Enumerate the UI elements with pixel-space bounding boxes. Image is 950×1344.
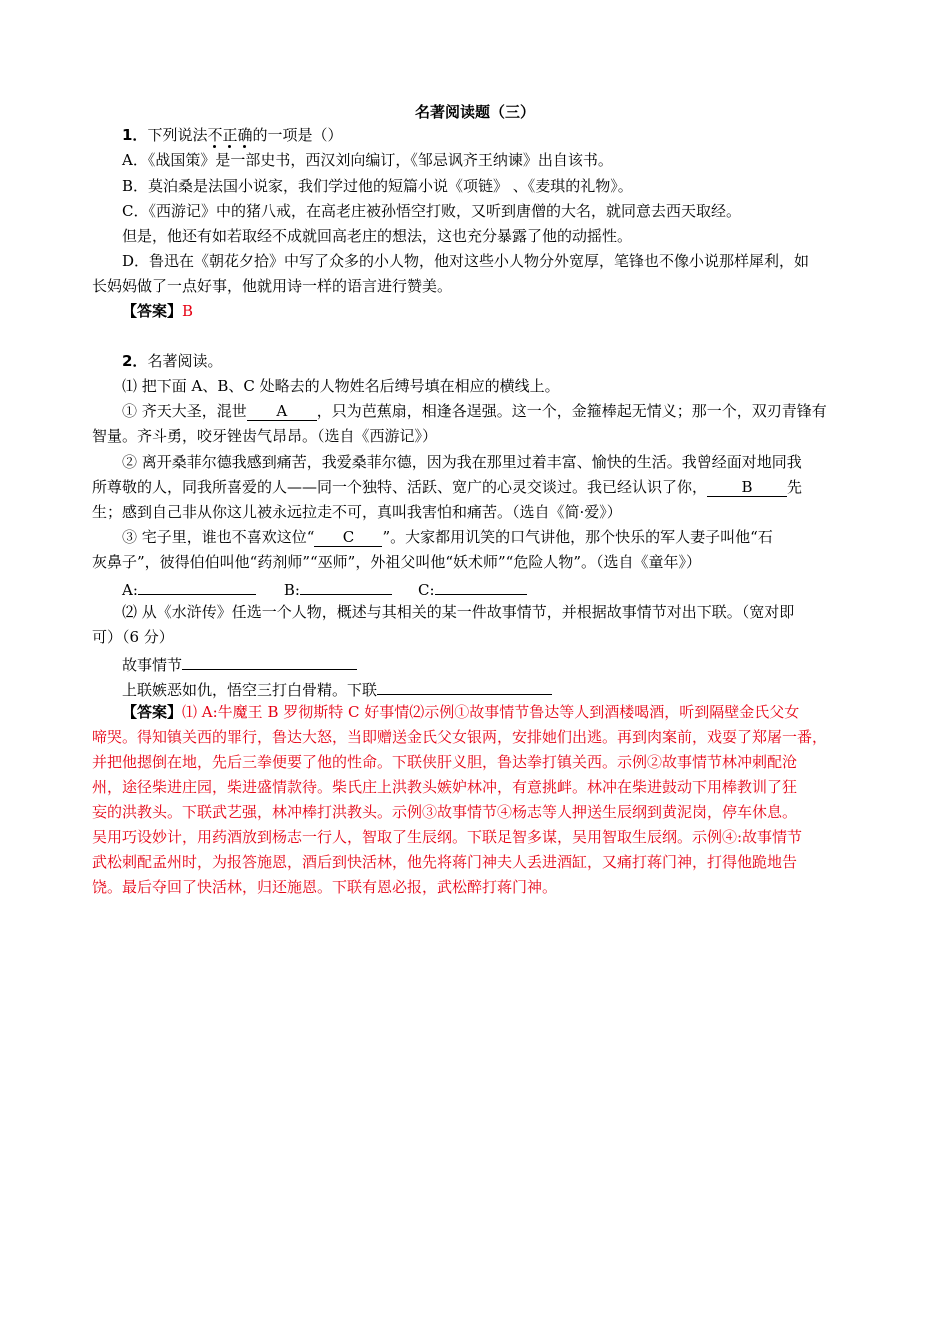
q1-answer <box>122 300 193 322</box>
answer-line: 州，途径柴进庄园，柴进盛情款待。柴氏庄上洪教头嫉妒林冲，有意挑衅。林冲在柴进鼓动下用棒教训了狂 <box>92 778 798 796</box>
q2-item2: ② 离开桑菲尔德我感到痛苦，我爱桑菲尔德，因为我在那里过着丰富、愉快的生活。我曾经面对地同我 <box>122 453 802 471</box>
q2-answer-blanks: A: B: C: <box>122 576 527 601</box>
answer-label: 【答案】 <box>122 703 183 721</box>
answer-line: 吴用巧设妙计，用药酒放到杨志一行人，智取了生辰纲。下联足智多谋，吴用智取生辰纲。示例④:故事情节 <box>92 828 803 846</box>
story-blank[interactable] <box>182 651 357 670</box>
blank-b: B <box>707 478 787 497</box>
blank-c: C <box>314 528 382 547</box>
q2-part2-cont: 可）（6 分） <box>92 628 174 646</box>
q2-part2-instruction: ⑵ 从《水浒传》任选一个人物，概述与其相关的某一件故事情节，并根据故事情节对出下联。（宽对即 <box>122 603 795 621</box>
q1-stem: 1．下列说法不正确的一项是（） <box>122 126 343 144</box>
emphasis-dot: 正 <box>222 126 238 144</box>
q2-item1: ① 齐天大圣，混世 A ，只为芭蕉扇，相逢各逞强。这一个，金箍棒起无情义；那一个，双刃青锋有 <box>122 402 827 420</box>
q1-option-d: D．鲁迅在《朝花夕拾》中写了众多的小人物，他对这些小人物分外宽厚，笔锋也不像小说那样犀利，如 <box>122 252 810 270</box>
emphasis-dot: 不 <box>207 126 223 144</box>
q1-option-c: C．《西游记》中的猪八戒，在高老庄被孙悟空打败，又听到唐僧的大名，就同意去西天取经。 <box>122 202 741 220</box>
q2-answer <box>122 701 799 723</box>
blank-a: A <box>247 402 317 421</box>
q2-item1-cont: 智量。齐斗勇，咬牙锉齿气昂昂。（选自《西游记》） <box>92 427 438 445</box>
couplet-blank[interactable] <box>377 676 552 695</box>
answer-line: ⑴ A:牛魔王 B 罗彻斯特 C 好事情⑵示例①故事情节鲁达等人到酒楼喝酒，听到隔壁金氏父女 <box>182 703 800 721</box>
q2-item3: ③ 宅子里，谁也不喜欢这位“ C ”。大家都用讥笑的口气讲他，那个快乐的军人妻子叫他“石 <box>122 528 773 546</box>
answer-blank-c[interactable] <box>435 576 527 595</box>
q2-item2-cont2: 生；感到自己非从你这儿被永远拉走不可，真叫我害怕和痛苦。（选自《简·爱》） <box>92 503 622 521</box>
q1-option-b: B．莫泊桑是法国小说家，我们学过他的短篇小说《项链》 、《麦琪的礼物》。 <box>122 177 633 195</box>
answer-text: B <box>182 302 194 320</box>
q1-number: 1． <box>122 126 148 144</box>
answer-blank-a[interactable] <box>138 576 256 595</box>
q2-story-line: 故事情节 <box>122 651 357 676</box>
q1-option-c-cont: 但是，他还有如若取经不成就回高老庄的想法，这也充分暴露了他的动摇性。 <box>122 227 633 245</box>
answer-line: 啼哭。得知镇关西的罪行，鲁达大怒，当即赠送金氏父女银两，安排她们出逃。再到肉案前，戏耍了郑屠一番， <box>92 728 828 746</box>
answer-line: 妄的洪教头。下联武艺强，林冲棒打洪教头。示例③故事情节④杨志等人押送生辰纲到黄泥岗，停车休息。 <box>92 803 798 821</box>
answer-line: 饶。最后夺回了快活林，归还施恩。下联有恩必报，武松醉打蒋门神。 <box>92 878 558 896</box>
answer-label: 【答案】 <box>122 302 183 320</box>
q1-option-d-cont: 长妈妈做了一点好事，他就用诗一样的语言进行赞美。 <box>92 277 453 295</box>
q2-part1-instruction: ⑴ 把下面 A、B、C 处略去的人物姓名后缚号填在相应的横线上。 <box>122 377 560 395</box>
q2-stem: 2．名著阅读。 <box>122 352 223 370</box>
emphasis-dot: 确 <box>237 126 253 144</box>
answer-line: 武松刺配孟州时，为报答施恩，酒后到快活林，他先将蒋门神夫人丢进酒缸，又痛打蒋门神，打得他跪地告 <box>92 853 798 871</box>
q2-item2-cont: 所尊敬的人，同我所喜爱的人——同一个独特、活跃、宽广的心灵交谈过。我已经认识了你， B 先 <box>92 478 803 496</box>
answer-blank-b[interactable] <box>300 576 392 595</box>
q2-couplet-line: 上联嫉恶如仇，悟空三打白骨精。下联 <box>122 676 552 701</box>
q2-item3-cont: 灰鼻子”，彼得伯伯叫他“药剂师”“巫师”，外祖父叫他“妖术师”“危险人物”。（选自《童年》） <box>92 553 702 571</box>
q2-number: 2． <box>122 352 148 370</box>
answer-line: 并把他摁倒在地，先后三拳便要了他的性命。下联侠肝义胆，鲁达拳打镇关西。示例②故事情节林冲刺配沧 <box>92 753 798 771</box>
document-title: 名著阅读题（三） <box>414 103 535 121</box>
q1-option-a: A．《战国策》是一部史书，西汉刘向编订，《邹忌讽齐王纳谏》出自该书。 <box>122 151 613 169</box>
